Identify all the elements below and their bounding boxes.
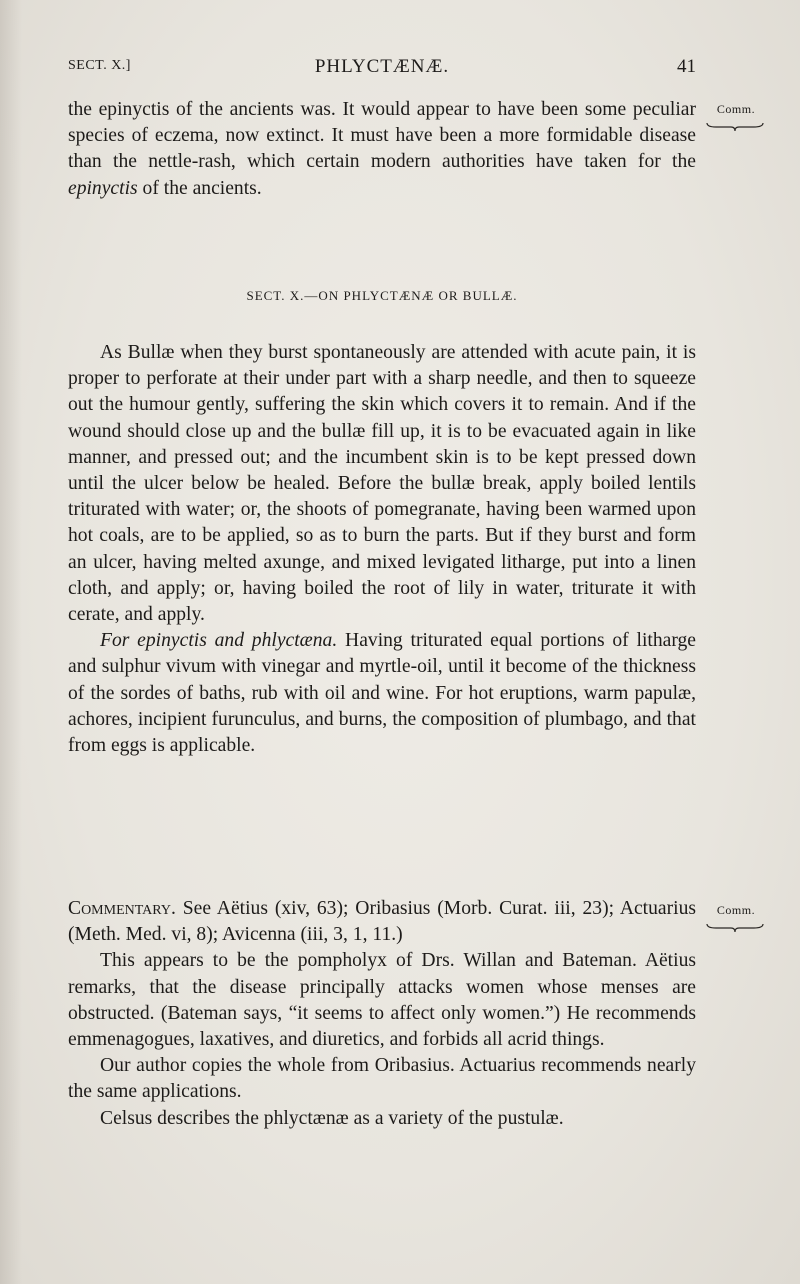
- margin-brace-2: [706, 923, 764, 933]
- opening-paragraph: [68, 97, 696, 202]
- page-number: 41: [677, 56, 696, 77]
- commentary-references: See Aëtius (xiv, 63); Oribasius (Morb. Curat. iii, 23); Actuarius (Meth. Med. vi, 8); Avicenna (iii, 3, 1, 11.): [68, 898, 696, 946]
- commentary-label: Commentary.: [68, 898, 176, 919]
- margin-brace-1: [706, 122, 764, 132]
- paragraph-bullae: As Bullæ when they burst spontaneously are attended with acute pain, it is proper to perforate at their under part with a sharp needle, and then to squeeze out the humour gently, suffering the skin which covers it to remain. And if the wound should close up and the bullæ fill up, it is to be evacuated again in like manner, and pressed out; and the incumbent skin is to be kept pressed down until the ulcer below be healed. Before the bullæ break, apply boiled lentils triturated with water; or, the shoots of pomegranate, having been warmed upon hot coals, are to be applied, so as to burn the parts. But if they burst and form an ulcer, having melted axunge, and mixed levigated litharge, put into a linen cloth, and apply; or, having boiled the root of lily in water, triturate it with cerate, and apply.: [68, 342, 696, 626]
- running-head-section: SECT. X.]: [68, 58, 131, 73]
- commentary-block: [68, 896, 696, 1132]
- section-heading: SECT. X.—ON PHLYCTÆNÆ OR BULLÆ.: [246, 288, 518, 303]
- main-text: [68, 340, 696, 759]
- running-head-title: PHLYCTÆNÆ.: [314, 56, 450, 77]
- page-gutter-shadow: [0, 0, 22, 1284]
- opening-italic-epinyctis: epinyctis: [68, 177, 138, 199]
- opening-text-c: of the ancients.: [137, 177, 262, 199]
- margin-note-comm-2: Comm.: [716, 903, 756, 917]
- commentary-paragraph-1: [68, 896, 696, 948]
- commentary-paragraph-3: Our author copies the whole from Oribasius. Actuarius recommends nearly the same applications.: [68, 1055, 696, 1103]
- margin-note-comm-1: Comm.: [716, 102, 756, 116]
- commentary-paragraph-2: This appears to be the pompholyx of Drs. Willan and Bateman. Aëtius remarks, that the disease principally attacks women whose menses are obstructed. (Bateman says, “it seems to affect only women.”) He recommends emmenagogues, laxatives, and diuretics, and forbids all acrid things.: [68, 950, 696, 1051]
- epinyctis-text: Having triturated equal portions of litharge and sulphur vivum with vinegar and myrtle-oil, until it become of the thickness of the sordes of baths, rub with oil and wine. For hot eruptions, warm papulæ, achores, incipient furunculus, and burns, the composition of plumbago, and that from eggs is applicable.: [68, 630, 696, 757]
- opening-text-a: the epinyctis of the ancients was. It would appear to have been some peculiar species of eczema, now extinct. It must have been a more formidable disease than the nettle-rash, which certain modern authorities have taken for the: [68, 99, 696, 173]
- running-head: [68, 56, 696, 80]
- commentary-paragraph-4: Celsus describes the phlyctænæ as a variety of the pustulæ.: [100, 1107, 564, 1129]
- epinyctis-italic-lead: For epinyctis and phlyctæna.: [100, 630, 338, 652]
- paragraph-epinyctis: [68, 628, 696, 759]
